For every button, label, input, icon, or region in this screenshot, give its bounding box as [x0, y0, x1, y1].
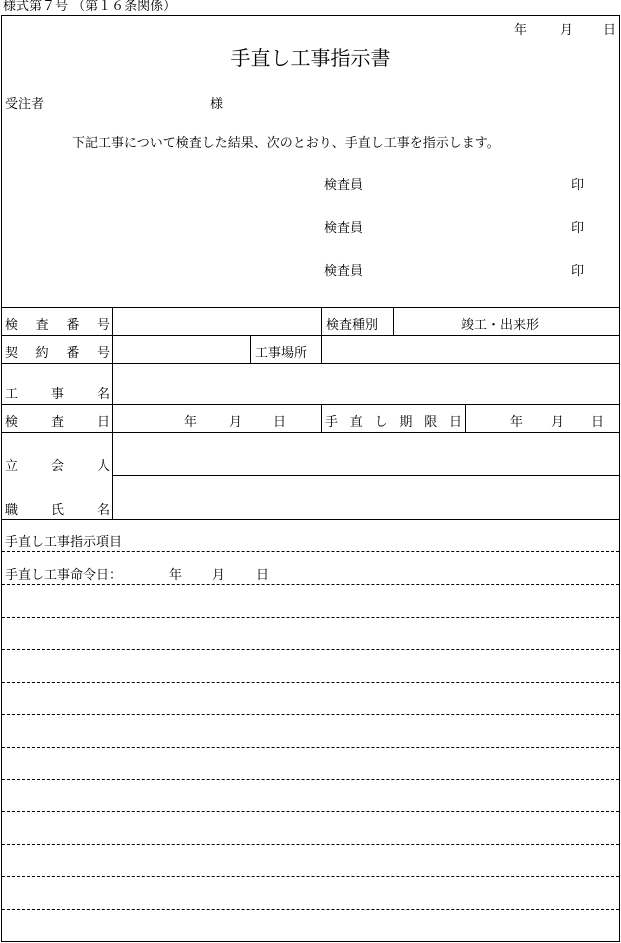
table-row-border: [112, 475, 620, 476]
items-label: 手直し工事指示項目: [5, 535, 123, 550]
table-col-border: [250, 335, 251, 363]
witness-label: [5, 460, 110, 473]
label-char: 検: [5, 415, 19, 430]
table-bottom-border: [1, 519, 620, 520]
table-col-border: [112, 307, 113, 519]
repair-deadline-label: [325, 416, 462, 429]
instruction-text: 下記工事について検査した結果、次のとおり、手直し工事を指示します。: [72, 136, 500, 151]
repair-deadline-month: 月: [551, 415, 565, 430]
inspector-seal-3: 印: [571, 264, 585, 279]
table-row-border: [1, 404, 620, 405]
ruled-line: [2, 747, 619, 748]
table-col-border: [465, 404, 466, 432]
inspector-seal-1: 印: [571, 178, 585, 193]
form-frame: [1, 15, 620, 942]
table-top-border: [1, 307, 620, 308]
ruled-line: [2, 844, 619, 845]
label-char: 約: [35, 346, 49, 361]
inspection-type-value: 竣工・出来形: [461, 318, 540, 333]
inspection-type-label: 検査種別: [326, 318, 379, 333]
ruled-line: [2, 909, 619, 910]
inspector-label-1: 検査員: [324, 178, 364, 193]
recipient-honorific: 様: [210, 97, 224, 112]
label-char: 職: [5, 503, 19, 518]
label-char: 号: [96, 318, 110, 333]
inspector-label-2: 検査員: [324, 221, 364, 236]
repair-deadline-year: 年: [510, 415, 524, 430]
order-date-month: 月: [212, 568, 226, 583]
inspection-date-label: [5, 416, 110, 429]
label-char: 名: [96, 503, 110, 518]
ruled-line: [2, 682, 619, 683]
label-char: 人: [96, 459, 110, 474]
order-date-year: 年: [169, 568, 183, 583]
label-char: 契: [5, 346, 19, 361]
inspector-seal-2: 印: [571, 221, 585, 236]
repair-deadline-day: 日: [591, 415, 605, 430]
label-char: 氏: [50, 503, 64, 518]
table-col-border: [321, 404, 322, 432]
inspection-date-day: 日: [273, 415, 287, 430]
label-char: 日: [96, 415, 110, 430]
order-date-label: 手直し工事命令日：: [5, 568, 123, 583]
form-number: 様式第７号 （第１６条関係）: [3, 0, 177, 14]
label-char: 会: [50, 459, 64, 474]
inspection-date-year: 年: [184, 415, 198, 430]
order-date-day: 日: [256, 568, 270, 583]
table-col-border: [321, 307, 322, 363]
table-row-border: [1, 363, 620, 364]
date-year-label: 年: [514, 23, 528, 38]
date-month-label: 月: [560, 23, 574, 38]
label-char: し: [374, 415, 388, 430]
table-row-border: [1, 432, 620, 433]
ruled-line: [2, 617, 619, 618]
construction-name-label: [5, 388, 110, 401]
position-name-label: [5, 504, 110, 517]
label-char: 日: [448, 415, 462, 430]
ruled-line: [2, 811, 619, 812]
label-char: 直: [349, 415, 363, 430]
label-char: 検: [5, 318, 19, 333]
date-day-label: 日: [603, 23, 617, 38]
ruled-line: [2, 649, 619, 650]
label-char: 査: [50, 415, 64, 430]
label-char: 査: [35, 318, 49, 333]
document-title: 手直し工事指示書: [230, 46, 391, 70]
label-char: 工: [5, 387, 19, 402]
contract-number-label: [5, 347, 110, 360]
construction-site-label: 工事場所: [255, 346, 308, 361]
table-row-border: [1, 335, 620, 336]
inspector-label-3: 検査員: [324, 264, 364, 279]
label-char: 名: [96, 387, 110, 402]
ruled-line: [2, 551, 619, 552]
ruled-line: [2, 779, 619, 780]
label-char: 号: [96, 346, 110, 361]
label-char: 事: [50, 387, 64, 402]
label-char: 番: [66, 346, 80, 361]
inspection-date-month: 月: [229, 415, 243, 430]
ruled-line: [2, 714, 619, 715]
label-char: 手: [325, 415, 339, 430]
inspection-number-label: [5, 319, 110, 332]
label-char: 限: [424, 415, 438, 430]
ruled-line: [2, 876, 619, 877]
recipient-label: 受注者: [5, 97, 45, 112]
label-char: 番: [66, 318, 80, 333]
label-char: 立: [5, 459, 19, 474]
table-col-border: [393, 307, 394, 335]
ruled-line: [2, 584, 619, 585]
label-char: 期: [399, 415, 413, 430]
